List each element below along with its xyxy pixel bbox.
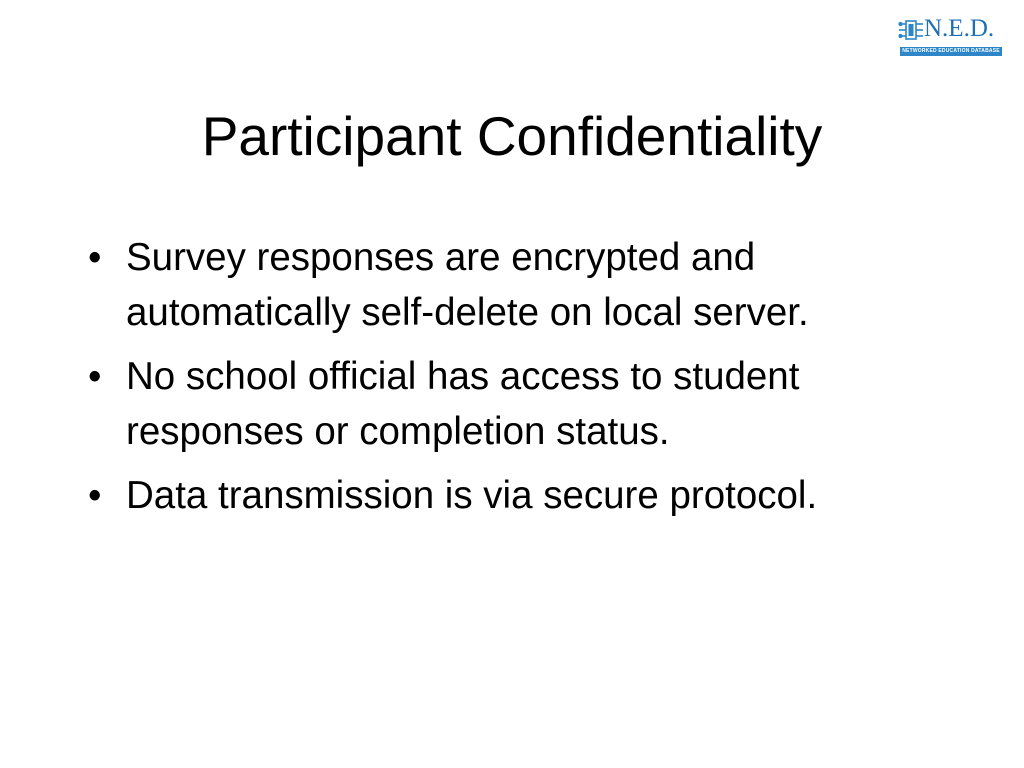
logo-tagline: NETWORKED EDUCATION DATABASE [900,47,1002,56]
bullet-dot: • [88,236,102,279]
bullet-text: Survey responses are encrypted and automatically self-delete on local server. [126,236,809,334]
bullet-list [86,230,966,532]
bullet-item [86,349,966,459]
bullet-dot: • [88,355,102,398]
bullet-dot: • [88,474,102,517]
bullet-text: No school official has access to student responses or completion status. [126,355,800,453]
circuit-chip-icon [898,18,924,42]
bullet-item [86,468,966,523]
ned-logo [898,14,1018,58]
logo-wordmark: N.E.D. [924,15,995,42]
slide-title: Participant Confidentiality [201,105,823,167]
bullet-item [86,230,966,340]
bullet-text: Data transmission is via secure protocol. [126,474,818,517]
